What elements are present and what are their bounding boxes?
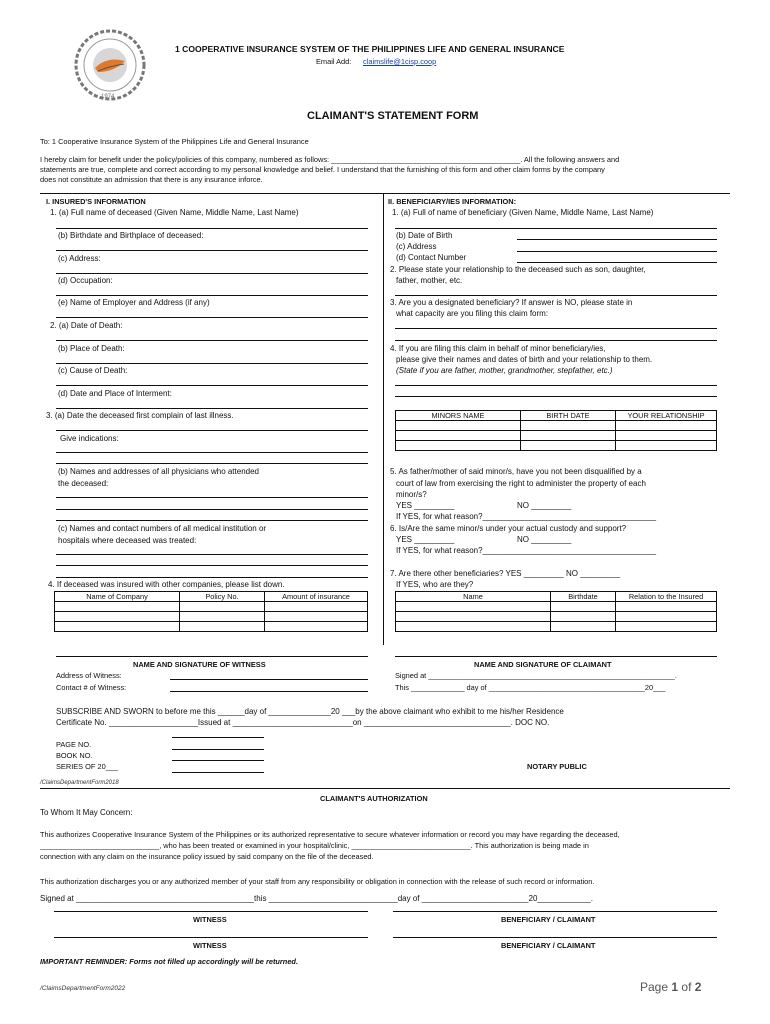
insured-q3b-2: the deceased:: [58, 479, 109, 488]
table-row[interactable]: [55, 612, 368, 622]
beneficiary-q5-reason[interactable]: If YES, for what reason?_______________________________________: [396, 512, 657, 521]
insured-q3b-1: (b) Names and addresses of all physicians who attended: [58, 467, 259, 476]
insured-q1c-line: [56, 273, 368, 274]
beneficiary-q5-2: court of law from exercising the right to administer the property of each: [396, 479, 646, 488]
auth-p1-line-2: _____________________________, who has been treated or examined in your hospital/clinic, _____________________________. This authorization is being made in: [40, 841, 589, 850]
beneficiary-q1d-line: [517, 262, 717, 263]
table-row[interactable]: [396, 431, 717, 441]
other-insurance-table: [54, 591, 368, 632]
insured-q1b-line: [56, 250, 368, 251]
insured-q2c-line: [56, 385, 368, 386]
auth-signed-line[interactable]: Signed at ________________________________________this _____________________________day of ________________________20____________.: [40, 894, 594, 903]
witness-address: Address of Witness:: [56, 671, 122, 680]
notary-blank-line-2: [172, 749, 264, 750]
col-minors-name: MINORS NAME: [396, 411, 521, 421]
witness-contact-line[interactable]: [170, 691, 368, 692]
insured-q1a: 1. (a) Full name of deceased (Given Name, Middle Name, Last Name): [50, 208, 299, 217]
auth-p2: This authorization discharges you or any authorized member of your staff from any responsibility or obligation in connection with the release of such record or information.: [40, 877, 595, 886]
insured-q3c-line-1: [56, 554, 368, 555]
notary-blank-line-3: [172, 760, 264, 761]
insured-q3b-line-1: [56, 497, 368, 498]
beneficiary-q4-line-2: [395, 396, 717, 397]
section-divider: [40, 193, 730, 194]
beneficiary-q4-3: (State if you are father, mother, grandmother, stepfather, etc.): [396, 366, 613, 375]
col-birth-date: BIRTH DATE: [521, 411, 616, 421]
beneficiary-q7: 7. Are there other beneficiaries? YES _________ NO _________: [390, 569, 621, 578]
auth-p1-line-1: This authorizes Cooperative Insurance System of the Philippines or its authorized representative to secure whatever information or record you may have regarding the deceased,: [40, 830, 620, 839]
insured-q1d-line: [56, 295, 368, 296]
notary-page-no: PAGE NO.: [56, 740, 92, 749]
beneficiary-q6-no[interactable]: NO _________: [517, 535, 572, 544]
insured-q1e-line: [56, 317, 368, 318]
beneficiary1-label: BENEFICIARY / CLAIMANT: [501, 915, 596, 924]
page-word: Page: [640, 980, 669, 994]
notary-public: NOTARY PUBLIC: [527, 762, 587, 771]
table-row[interactable]: [55, 602, 368, 612]
beneficiary-q1a-line: [395, 228, 717, 229]
beneficiary-q4-2: please give their names and dates of birth and your relationship to them.: [396, 355, 653, 364]
claimant-signed-at[interactable]: Signed at ____________________________________________________________.: [395, 671, 677, 680]
form-code-2018: /ClaimsDepartmentForm2018: [40, 780, 119, 786]
insured-q3a-sub: Give indications:: [60, 434, 119, 443]
form-code-2022: /ClaimsDepartmentForm2022: [40, 985, 126, 992]
witness1-label: WITNESS: [193, 915, 227, 924]
page-of: of: [681, 980, 692, 994]
notary-blank-line-1: [172, 737, 264, 738]
beneficiary-q6-yes[interactable]: YES _________: [396, 535, 455, 544]
notary-blank-line-4: [172, 772, 264, 773]
beneficiary-q6-reason[interactable]: If YES, for what reason?_______________________________________: [396, 546, 657, 555]
minors-table: [395, 410, 717, 451]
beneficiary-q2-2: father, mother, etc.: [396, 276, 463, 285]
insured-q3a: 3. (a) Date the deceased first complain of last illness.: [46, 411, 234, 420]
insured-q1e: (e) Name of Employer and Address (if any): [58, 298, 210, 307]
insured-q3c-1: (c) Names and contact numbers of all medical institution or: [58, 524, 267, 533]
beneficiary-q5-1: 5. As father/mother of said minor/s, have you not been disqualified by a: [390, 467, 642, 476]
beneficiary-heading: II. BENEFICIARY/IES INFORMATION:: [388, 197, 517, 206]
table-row[interactable]: [396, 622, 717, 632]
beneficiary-q3-1: 3. Are you a designated beneficiary? If answer is NO, please state in: [390, 298, 633, 307]
insured-q1a-line: [56, 228, 368, 229]
beneficiary-q1c-line: [517, 251, 717, 252]
col-company: Name of Company: [55, 592, 180, 602]
beneficiary-q5-no[interactable]: NO _________: [517, 501, 572, 510]
table-row[interactable]: [396, 421, 717, 431]
beneficiary2-line: [393, 937, 717, 938]
col-amount: Amount of insurance: [265, 592, 368, 602]
table-row[interactable]: [396, 441, 717, 451]
beneficiary-q3-2: what capacity are you filing this claim form:: [396, 309, 549, 318]
insured-q2d-line: [56, 408, 368, 409]
notary-line-2: Certificate No. ____________________Issued at ___________________________on _________________________________. DOC NO.: [56, 718, 550, 727]
beneficiary-q2-1: 2. Please state your relationship to the deceased such as son, daughter,: [390, 265, 646, 274]
intro-line-3: does not constitute an admission that there is any insurance inforce.: [40, 175, 263, 184]
insured-q2b-line: [56, 363, 368, 364]
beneficiary-q3-line-1: [395, 328, 717, 329]
claimant-title: NAME AND SIGNATURE OF CLAIMANT: [474, 660, 612, 669]
insured-q2d: (d) Date and Place of Interment:: [58, 389, 172, 398]
witness-address-line[interactable]: [170, 679, 368, 680]
insured-q4: 4. If deceased was insured with other companies, please list down.: [48, 580, 285, 589]
beneficiary-q1a: 1. (a) Full of name of beneficiary (Given Name, Middle Name, Last Name): [392, 208, 654, 217]
beneficiary-q2-line: [395, 295, 717, 296]
col-relation: Relation to the Insured: [616, 592, 717, 602]
col-name: Name: [396, 592, 551, 602]
beneficiary-q4-1: 4. If you are filing this claim in behalf of minor beneficiary/ies,: [390, 344, 606, 353]
beneficiary-q1b: (b) Date of Birth: [396, 231, 453, 240]
form-title: CLAIMANT'S STATEMENT FORM: [307, 110, 479, 122]
important-reminder: IMPORTANT REMINDER: Forms not filled up accordingly will be returned.: [40, 957, 299, 966]
notary-series: SERIES OF 20___: [56, 762, 119, 771]
to-whom: To Whom It May Concern:: [40, 808, 133, 817]
witness1-line: [54, 911, 368, 912]
table-row[interactable]: [396, 602, 717, 612]
page-current: 1: [671, 980, 679, 994]
company-name: 1 COOPERATIVE INSURANCE SYSTEM OF THE PHILIPPINES LIFE AND GENERAL INSURANCE: [175, 44, 565, 54]
beneficiary-q7-sub: If YES, who are they?: [396, 580, 474, 589]
insured-q2c: (c) Cause of Death:: [58, 366, 128, 375]
page-indicator: [640, 980, 701, 994]
table-header-row: [396, 592, 717, 602]
witness-signature-line: [56, 656, 368, 657]
beneficiary-q3-line-2: [395, 340, 717, 341]
company-seal: [62, 28, 158, 102]
beneficiary-q5-3: minor/s?: [396, 490, 427, 499]
insured-q3b-line-3: [56, 520, 368, 521]
beneficiary2-label: BENEFICIARY / CLAIMANT: [501, 941, 596, 950]
insured-q3a-sub-line-2: [56, 463, 368, 464]
insured-q3a-line: [56, 430, 368, 431]
auth-p1-line-3: connection with any claim on the insurance policy issued by said company on the file of the deceased.: [40, 852, 374, 861]
beneficiary-q6: 6. Is/Are the same minor/s under your actual custody and support?: [390, 524, 627, 533]
intro-line-2: statements are true, complete and correct according to my personal knowledge and belief. I understand that the furnishing of this form and other claim forms by the company: [40, 165, 605, 174]
col-birthdate: Birthdate: [551, 592, 616, 602]
insured-q1b: (b) Birthdate and Birthplace of deceased:: [58, 231, 204, 240]
page-total: 2: [694, 980, 702, 994]
beneficiary-q5-yes[interactable]: YES _________: [396, 501, 455, 510]
email-link[interactable]: claimslife@1cisp.coop: [363, 57, 437, 66]
insured-q3a-sub-line-1: [56, 452, 368, 453]
authorization-divider: [40, 788, 730, 789]
col-relationship: YOUR RELATIONSHIP: [616, 411, 717, 421]
col-policy: Policy No.: [180, 592, 265, 602]
insured-q1c: (c) Address:: [58, 254, 101, 263]
table-row[interactable]: [55, 622, 368, 632]
table-row[interactable]: [396, 612, 717, 622]
beneficiary-q4-line-1: [395, 385, 717, 386]
beneficiary-q1b-line: [517, 239, 717, 240]
witness2-line: [54, 937, 368, 938]
beneficiary1-line: [393, 911, 717, 912]
seal-year: 1974: [101, 94, 115, 100]
notary-line-1: SUBSCRIBE AND SWORN to before me this ______day of ______________20 ___by the above claimant who exhibit to me his/her Residence: [56, 707, 564, 716]
insured-q2a: 2. (a) Date of Death:: [50, 321, 123, 330]
beneficiary-q1d: (d) Contact Number: [396, 253, 467, 262]
table-header-row: [55, 592, 368, 602]
to-line: To: 1 Cooperative Insurance System of the Philippines Life and General Insurance: [40, 137, 309, 146]
beneficiary-q1c: (c) Address: [396, 242, 437, 251]
notary-book-no: BOOK NO.: [56, 751, 93, 760]
insured-q3c-line-3: [56, 577, 368, 578]
intro-line-1: I hereby claim for benefit under the policy/policies of this company, numbered as follows: ______________________________________________. All the following answers and: [40, 155, 620, 164]
column-divider: [383, 193, 384, 645]
email-label: Email Add:: [316, 57, 352, 66]
insured-q3c-2: hospitals where deceased was treated:: [58, 536, 197, 545]
witness-title: NAME AND SIGNATURE OF WITNESS: [133, 660, 266, 669]
insured-q1d: (d) Occupation:: [58, 276, 113, 285]
insured-heading: I. INSURED'S INFORMATION: [46, 197, 146, 206]
insured-q3c-line-2: [56, 565, 368, 566]
insured-q2b: (b) Place of Death:: [58, 344, 125, 353]
other-beneficiaries-table: [395, 591, 717, 632]
authorization-title: CLAIMANT'S AUTHORIZATION: [320, 794, 428, 803]
claimant-this-day[interactable]: This _____________ day of ______________________________________20___: [395, 683, 666, 692]
witness-contact: Contact # of Witness:: [56, 683, 127, 692]
table-header-row: [396, 411, 717, 421]
insured-q3b-line-2: [56, 509, 368, 510]
witness2-label: WITNESS: [193, 941, 227, 950]
insured-q2a-line: [56, 340, 368, 341]
claimant-signature-line: [395, 656, 717, 657]
